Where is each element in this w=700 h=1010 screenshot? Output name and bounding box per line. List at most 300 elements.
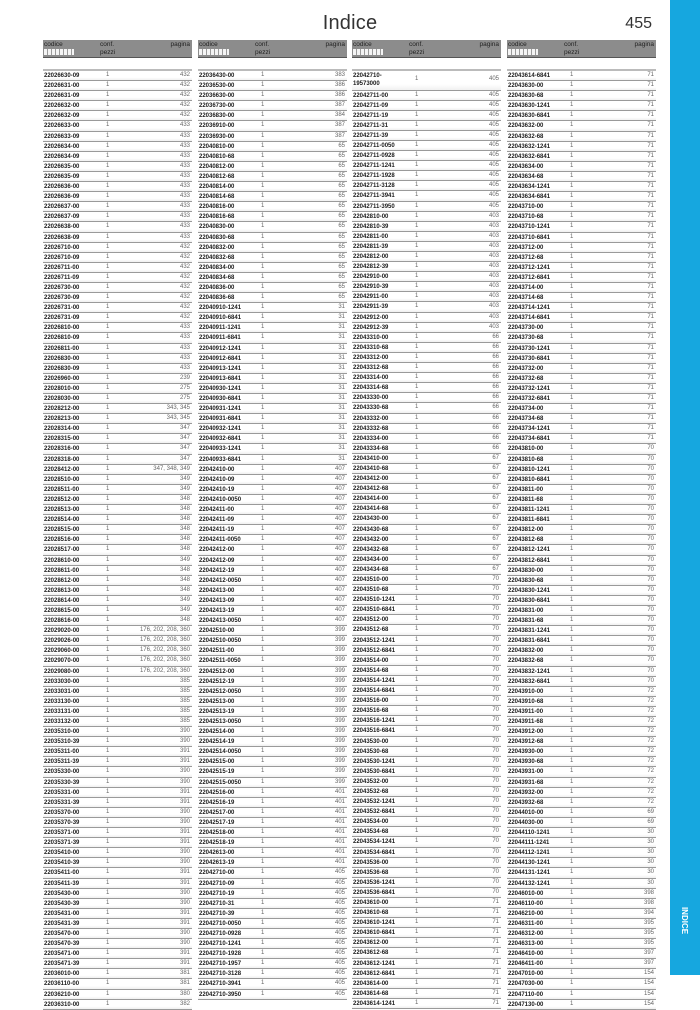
table-row	[352, 414, 501, 424]
product-code: 22043532-68	[353, 788, 389, 795]
pack-quantity: 1	[261, 697, 265, 704]
table-row	[43, 233, 192, 243]
page-reference: 391	[179, 909, 190, 916]
pack-quantity: 1	[570, 72, 574, 78]
table-row	[198, 505, 347, 515]
pack-quantity: 1	[261, 526, 265, 533]
table-row	[198, 202, 347, 212]
product-code: 22043314-68	[353, 385, 389, 392]
product-code: 22042911-39	[353, 304, 389, 311]
table-row	[198, 475, 347, 485]
table-row	[507, 505, 656, 515]
table-row	[352, 191, 501, 201]
table-row	[507, 939, 656, 949]
page-reference: 390	[179, 889, 190, 896]
product-code: 22043330-68	[353, 405, 389, 412]
page-reference: 65	[338, 283, 345, 290]
product-code: 22043812-1241	[508, 547, 551, 554]
product-code: 22042711-0928	[353, 153, 395, 160]
product-code: 22042510-00	[199, 628, 235, 635]
product-code: 22033132-00	[44, 719, 80, 725]
product-code: 22028514-00	[44, 517, 80, 524]
pack-quantity: 1	[570, 788, 574, 795]
product-code: 22042711-3941	[353, 193, 395, 200]
table-row	[198, 717, 347, 727]
page-reference: 71	[647, 102, 654, 109]
pack-quantity: 1	[570, 718, 574, 724]
product-code: 22035430-39	[44, 900, 80, 907]
page-reference: 275	[179, 395, 190, 401]
table-row	[43, 727, 192, 737]
product-code: 22043911-68	[508, 719, 544, 725]
page-reference: 70	[647, 606, 654, 613]
pack-quantity: 1	[415, 798, 419, 805]
table-row	[43, 485, 192, 495]
index-column	[198, 40, 347, 1000]
index-rows	[352, 69, 501, 1009]
table-row	[198, 182, 347, 192]
pack-quantity: 1	[415, 939, 419, 946]
pack-quantity: 1	[261, 253, 265, 260]
product-code: 22043630-00	[508, 83, 544, 90]
product-code: 22026830-00	[44, 355, 80, 362]
page-reference: 385	[179, 677, 190, 684]
page-reference: 407	[334, 606, 345, 613]
product-code: 22042516-19	[199, 799, 235, 806]
table-row	[352, 747, 501, 757]
pack-quantity: 1	[106, 273, 110, 280]
pack-quantity: 1	[570, 455, 574, 462]
page-reference: 407	[334, 546, 345, 553]
table-row	[352, 827, 501, 837]
page-reference: 71	[647, 253, 654, 260]
product-code: 22035470-39	[44, 941, 80, 948]
product-code: 22040912-6841	[199, 355, 242, 362]
table-row	[43, 626, 192, 636]
product-code: 22047130-00	[508, 1001, 544, 1008]
pack-quantity: 1	[261, 425, 265, 432]
pack-quantity: 1	[415, 76, 419, 82]
page-reference: 31	[338, 334, 345, 341]
product-code: 22035331-39	[44, 799, 80, 806]
page-reference: 71	[492, 929, 499, 936]
pack-quantity: 1	[106, 142, 110, 149]
page-reference: 70	[492, 767, 499, 774]
product-code: 22043334-68	[353, 445, 389, 452]
pack-quantity: 1	[415, 152, 419, 159]
pack-quantity: 1	[261, 839, 265, 846]
table-row	[198, 404, 347, 414]
table-row	[43, 616, 192, 626]
pack-quantity: 1	[106, 283, 110, 290]
pack-quantity: 1	[261, 384, 265, 391]
table-row	[198, 687, 347, 697]
pack-quantity: 1	[261, 677, 265, 684]
table-row	[352, 272, 501, 282]
pack-quantity: 1	[261, 647, 265, 654]
pack-quantity: 1	[570, 687, 574, 694]
table-row	[352, 767, 501, 777]
pack-quantity: 1	[415, 303, 419, 310]
product-code: 22042911-00	[353, 294, 389, 301]
page-reference: 71	[647, 152, 654, 159]
page-reference: 405	[334, 929, 345, 936]
table-row	[352, 555, 501, 565]
table-row	[352, 938, 501, 948]
table-row	[43, 969, 192, 979]
table-row	[43, 929, 192, 939]
pack-quantity: 1	[570, 364, 574, 371]
page-reference: 70	[492, 888, 499, 895]
table-row	[43, 404, 192, 414]
product-code: 22044132-1241	[508, 880, 551, 887]
product-code: 22040910-6841	[199, 315, 242, 322]
product-code: 22042613-00	[199, 850, 235, 857]
product-code: 22043530-6841	[353, 768, 396, 775]
pack-quantity: 1	[106, 758, 110, 765]
product-code: 22036730-00	[199, 103, 235, 110]
pack-quantity: 1	[570, 384, 574, 391]
product-code: 22042413-19	[199, 607, 235, 614]
product-code: 22043714-6841	[508, 315, 551, 322]
pack-quantity: 1	[261, 102, 265, 109]
product-code: 22028515-00	[44, 527, 80, 534]
page-reference: 398	[643, 889, 654, 896]
pack-quantity: 1	[106, 223, 110, 230]
table-row	[198, 909, 347, 919]
table-row	[507, 212, 656, 222]
product-code: 22043412-68	[353, 486, 389, 493]
page-reference: 395	[643, 940, 654, 947]
pack-quantity: 1	[261, 687, 265, 694]
table-row	[507, 677, 656, 687]
page-reference: 401	[334, 859, 345, 866]
pack-quantity: 1	[106, 344, 110, 351]
page-reference: 31	[338, 374, 345, 381]
product-code: 22043536-1241	[353, 879, 396, 886]
page-reference: 70	[647, 637, 654, 644]
page-reference: 407	[334, 485, 345, 492]
table-row	[198, 586, 347, 596]
page-reference: 70	[647, 445, 654, 452]
pack-quantity: 1	[261, 273, 265, 280]
product-code: 22043536-68	[353, 869, 389, 876]
page-reference: 348	[179, 617, 190, 624]
table-row	[43, 586, 192, 596]
table-row	[198, 424, 347, 434]
product-code: 22043510-68	[353, 587, 389, 594]
product-code: 22043610-00	[353, 900, 389, 906]
page-reference: 71	[492, 909, 499, 916]
page-reference: 65	[338, 243, 345, 250]
table-row	[507, 192, 656, 202]
page-reference: 66	[492, 434, 499, 441]
pack-quantity: 1	[570, 980, 574, 987]
product-code: 22040911-1241	[199, 325, 241, 332]
table-row	[352, 292, 501, 302]
product-code: 22042511-00	[199, 648, 235, 655]
table-row	[507, 121, 656, 131]
product-code: 22046313-00	[508, 941, 544, 948]
pack-quantity: 1	[261, 495, 265, 502]
table-row	[198, 566, 347, 576]
product-code: 22035410-00	[44, 850, 80, 857]
table-row	[198, 374, 347, 384]
page-reference: 385	[179, 697, 190, 704]
page-reference: 399	[334, 707, 345, 714]
page-reference: 71	[492, 979, 499, 986]
page-reference: 397	[643, 950, 654, 957]
index-rows	[43, 69, 192, 1010]
pack-quantity: 1	[570, 818, 574, 825]
pack-quantity: 1	[415, 959, 419, 966]
table-row	[352, 928, 501, 938]
pack-quantity: 1	[570, 132, 574, 139]
page-reference: 399	[334, 687, 345, 694]
page-reference: 69	[647, 808, 654, 815]
product-code: 22042711-19	[353, 112, 389, 119]
product-code: 22043632-1241	[508, 143, 551, 150]
table-row	[198, 222, 347, 232]
pack-quantity: 1	[415, 565, 419, 572]
pack-quantity: 1	[415, 212, 419, 219]
product-code: 22042711-1241	[353, 163, 395, 170]
product-code: 22040834-68	[199, 274, 235, 281]
pack-quantity: 1	[415, 828, 419, 835]
index-rows	[507, 69, 656, 1010]
table-row	[198, 919, 347, 929]
product-code: 22028516-00	[44, 537, 80, 544]
pack-quantity: 1	[415, 222, 419, 229]
page-reference: 31	[338, 324, 345, 331]
pack-quantity: 1	[570, 465, 574, 472]
page-reference: 405	[488, 152, 499, 159]
page-reference: 71	[647, 162, 654, 169]
table-row	[352, 131, 501, 141]
product-code: 22043634-00	[508, 163, 544, 170]
page-reference: 395	[643, 929, 654, 936]
pack-quantity: 1	[261, 637, 265, 644]
page-reference: 383	[334, 72, 345, 78]
table-row	[352, 817, 501, 827]
page-reference: 31	[338, 395, 345, 401]
table-row	[198, 576, 347, 586]
table-row	[198, 515, 347, 525]
page-reference: 399	[334, 748, 345, 755]
pack-quantity: 1	[261, 929, 265, 936]
pack-quantity: 1	[415, 646, 419, 653]
page-reference: 154	[643, 980, 654, 987]
product-code: 22035371-00	[44, 830, 80, 837]
product-code: 22028616-00	[44, 618, 80, 625]
product-code: 22040832-00	[199, 244, 235, 251]
index-rows	[198, 69, 347, 1000]
product-code: 22042910-39	[353, 284, 389, 291]
page-reference: 405	[488, 111, 499, 118]
page-reference: 71	[492, 969, 499, 976]
product-code: 22046312-00	[508, 930, 544, 937]
product-code: 22042510-0050	[199, 638, 242, 645]
table-row	[507, 949, 656, 959]
page-reference: 70	[492, 838, 499, 845]
table-row	[43, 879, 192, 889]
table-row	[198, 384, 347, 394]
table-row	[198, 767, 347, 777]
product-code: 22043630-1241	[508, 103, 551, 110]
table-row	[43, 798, 192, 808]
table-row	[43, 182, 192, 192]
page-reference: 71	[647, 213, 654, 220]
product-code: 22043910-68	[508, 698, 544, 705]
pack-quantity: 1	[106, 839, 110, 846]
pack-quantity: 1	[106, 859, 110, 866]
pack-quantity: 1	[415, 172, 419, 179]
product-code: 22043830-00	[508, 567, 544, 574]
product-code: 22026634-00	[44, 143, 80, 150]
page-reference: 387	[334, 102, 345, 109]
pack-quantity: 1	[415, 616, 419, 623]
product-code: 22042512-19	[199, 678, 235, 685]
pack-quantity: 1	[261, 72, 265, 78]
table-row	[507, 495, 656, 505]
product-code: 22043412-00	[353, 476, 389, 483]
product-code: 22043414-00	[353, 496, 389, 503]
page-reference: 65	[338, 172, 345, 179]
pack-quantity: 1	[261, 324, 265, 331]
product-code: 22042710-19	[199, 890, 235, 897]
pack-quantity: 1	[415, 515, 419, 522]
product-code: 22028030-00	[44, 396, 80, 402]
product-code: 22042812-39	[353, 264, 389, 271]
page-reference: 71	[647, 263, 654, 270]
table-row	[507, 929, 656, 939]
table-row	[352, 636, 501, 646]
page-reference: 390	[179, 899, 190, 906]
page-reference: 407	[334, 475, 345, 482]
pack-quantity: 1	[261, 364, 265, 371]
page-number: 455	[625, 15, 652, 32]
table-row	[352, 232, 501, 242]
page-reference: 348	[179, 586, 190, 593]
pack-quantity: 1	[106, 233, 110, 240]
pack-quantity: 1	[570, 435, 574, 442]
product-code: 22043312-00	[353, 354, 389, 361]
product-code: 22042711-09	[353, 102, 389, 109]
page-reference: 71	[647, 82, 654, 89]
table-row	[43, 162, 192, 172]
product-code: 22042910-00	[353, 274, 389, 281]
table-row	[352, 686, 501, 696]
pack-quantity: 1	[106, 627, 110, 634]
product-code: 22042514-00	[199, 729, 235, 736]
page-reference: 67	[492, 495, 499, 502]
page-reference: 432	[179, 294, 190, 301]
product-code: 22047030-00	[508, 981, 544, 988]
table-row	[507, 455, 656, 465]
page-reference: 399	[334, 677, 345, 684]
page-reference: 432	[179, 102, 190, 109]
table-row	[43, 313, 192, 323]
pack-quantity: 1	[415, 525, 419, 532]
table-row	[43, 293, 192, 303]
page-reference: 70	[492, 777, 499, 784]
header-codice: codice	[199, 41, 218, 48]
product-code: 22028513-00	[44, 507, 80, 514]
page-reference: 70	[492, 656, 499, 663]
table-row	[198, 545, 347, 555]
product-code: 22043512-00	[353, 617, 389, 624]
pack-quantity: 1	[261, 970, 265, 977]
page-reference: 405	[334, 990, 345, 997]
page-reference: 154	[643, 970, 654, 977]
product-code: 22042412-0050	[199, 577, 242, 584]
pack-quantity: 1	[570, 738, 574, 745]
table-row	[352, 222, 501, 232]
page-reference: 71	[647, 273, 654, 280]
page-reference: 348	[179, 495, 190, 502]
page-reference: 348	[179, 506, 190, 513]
product-code: 22040836-00	[199, 284, 235, 291]
page-reference: 395	[643, 919, 654, 926]
page-reference: 67	[492, 525, 499, 532]
table-row	[198, 798, 347, 808]
page-reference: 401	[334, 849, 345, 856]
table-row	[507, 828, 656, 838]
product-code: 22043414-68	[353, 506, 389, 513]
page-reference: 348	[179, 546, 190, 553]
product-code: 22036910-00	[199, 123, 235, 130]
page-reference: 407	[334, 516, 345, 523]
product-code: 22042810-39	[353, 223, 389, 230]
pack-quantity: 1	[415, 888, 419, 895]
product-code: 22026731-00	[44, 305, 80, 312]
pack-quantity: 1	[261, 879, 265, 886]
table-row	[198, 969, 347, 979]
table-row	[43, 717, 192, 727]
page-reference: 432	[179, 273, 190, 280]
brand-logo	[353, 49, 383, 55]
page-reference: 405	[334, 869, 345, 876]
header-pagina: pagina	[479, 41, 499, 48]
product-code: 22042711-00	[353, 92, 389, 99]
pack-quantity: 1	[106, 970, 110, 977]
table-row	[43, 818, 192, 828]
pack-quantity: 1	[106, 869, 110, 876]
pack-quantity: 1	[261, 990, 265, 997]
index-column	[43, 40, 192, 1010]
table-row	[352, 121, 501, 131]
page-reference: 407	[334, 526, 345, 533]
table-row	[352, 343, 501, 353]
table-row	[352, 797, 501, 807]
page-reference: 71	[647, 193, 654, 200]
pack-quantity: 1	[261, 758, 265, 765]
table-row	[507, 152, 656, 162]
brand-logo	[508, 49, 538, 55]
pack-quantity: 1	[261, 566, 265, 573]
pack-quantity: 1	[570, 445, 574, 452]
page-reference: 349	[179, 475, 190, 482]
page-reference: 432	[179, 263, 190, 270]
page-reference: 70	[647, 627, 654, 634]
product-code: 22035311-39	[44, 759, 80, 766]
pack-quantity: 1	[415, 808, 419, 815]
product-code: 22026632-00	[44, 103, 80, 110]
header-pezzi: pezzi	[100, 49, 116, 56]
page-reference: 72	[647, 707, 654, 714]
page-reference: 347	[179, 425, 190, 432]
product-code: 22035311-00	[44, 749, 80, 756]
